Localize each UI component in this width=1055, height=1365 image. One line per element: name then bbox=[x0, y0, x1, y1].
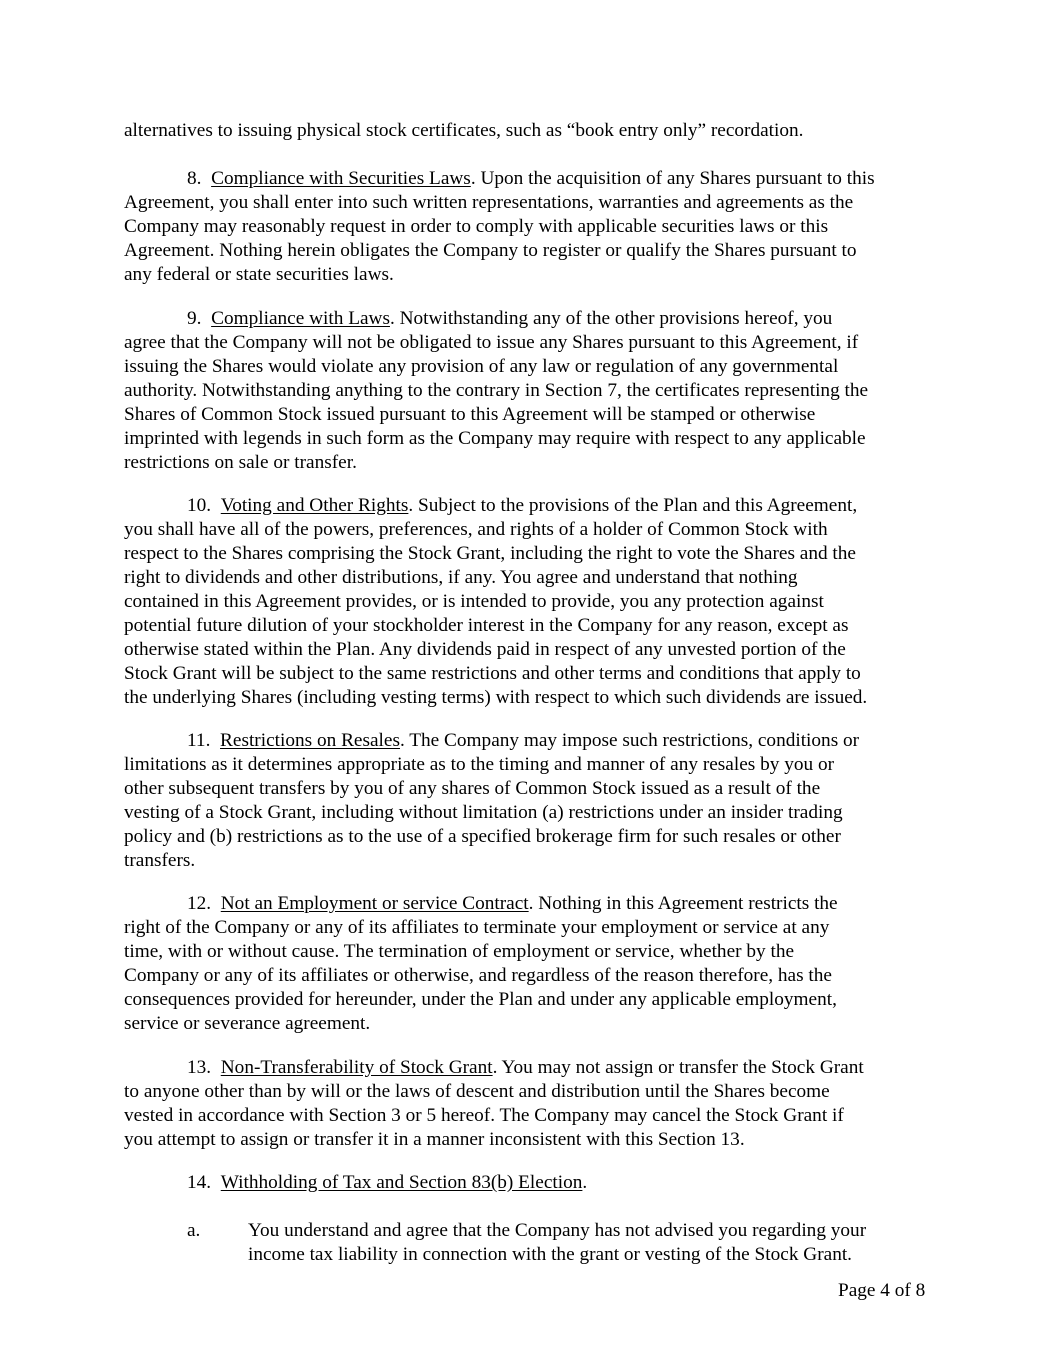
section-first-line bbox=[124, 729, 944, 753]
text-line: Shares of Common Stock issued pursuant to this Agreement will be stamped or otherwise bbox=[124, 404, 816, 425]
text-line: income tax liability in connection with the grant or vesting of the Stock Grant. bbox=[248, 1244, 853, 1265]
section-10 bbox=[124, 494, 944, 710]
text-line: vesting of a Stock Grant, including without limitation (a) restrictions under an insider trading bbox=[124, 802, 843, 823]
text-line: right of the Company or any of its affiliates to terminate your employment or service at any bbox=[124, 917, 830, 938]
text-line: consequences provided for hereunder, under the Plan and under any applicable employment, bbox=[124, 989, 837, 1010]
text-line: restrictions on sale or transfer. bbox=[124, 452, 357, 473]
section-number: 9. bbox=[187, 308, 202, 329]
section-heading: Non-Transferability of Stock Grant bbox=[220, 1057, 493, 1078]
section-first-line bbox=[124, 307, 944, 331]
section-first-line bbox=[124, 494, 944, 518]
section-first-line-text: . Notwithstanding any of the other provisions hereof, you bbox=[389, 308, 833, 329]
text-line: you attempt to assign or transfer it in a manner inconsistent with this Section 13. bbox=[124, 1129, 745, 1150]
text-line: to anyone other than by will or the laws of descent and distribution until the Shares become bbox=[124, 1081, 830, 1102]
text-line: service or severance agreement. bbox=[124, 1013, 371, 1034]
text-line: agree that the Company will not be obligated to issue any Shares pursuant to this Agreement, if bbox=[124, 332, 859, 353]
section-first-line-text: . bbox=[582, 1172, 588, 1193]
text-line: time, with or without cause. The termination of employment or service, whether by the bbox=[124, 941, 795, 962]
text-line: you shall have all of the powers, preferences, and rights of a holder of Common Stock with bbox=[124, 519, 828, 540]
text-line: alternatives to issuing physical stock certificates, such as “book entry only” recordation. bbox=[124, 120, 804, 141]
text-line: vested in accordance with Section 3 or 5 hereof. The Company may cancel the Stock Grant if bbox=[124, 1105, 844, 1126]
section-12 bbox=[124, 892, 944, 1036]
subitem-text bbox=[248, 1219, 948, 1267]
section-heading: Restrictions on Resales bbox=[220, 730, 400, 751]
text-line: any federal or state securities laws. bbox=[124, 264, 394, 285]
section-number: 8. bbox=[187, 168, 202, 189]
text-line: policy and (b) restrictions as to the use of a specified brokerage firm for such resales or other bbox=[124, 826, 841, 847]
section-number: 13. bbox=[187, 1057, 212, 1078]
section-first-line-text: . Nothing in this Agreement restricts the bbox=[528, 893, 838, 914]
text-line: Agreement, you shall enter into such written representations, warranties and agreements as the bbox=[124, 192, 854, 213]
section-11 bbox=[124, 729, 944, 873]
section-8 bbox=[124, 167, 944, 287]
section-first-line-text: . You may not assign or transfer the Stock Grant bbox=[492, 1057, 864, 1078]
text-line: limitations as it determines appropriate as to the timing and manner of any resales by you or bbox=[124, 754, 835, 775]
section-first-line-text: . Upon the acquisition of any Shares pursuant to this bbox=[470, 168, 875, 189]
text-line: potential future dilution of your stockholder interest in the Company for any reason, except as bbox=[124, 615, 849, 636]
section-heading: Withholding of Tax and Section 83(b) Election bbox=[220, 1172, 583, 1193]
text-line: Company may reasonably request in order to comply with applicable securities laws or this bbox=[124, 216, 829, 237]
text-line: issuing the Shares would violate any provision of any law or regulation of any governmental bbox=[124, 356, 839, 377]
section-first-line bbox=[124, 1056, 944, 1080]
section-heading: Voting and Other Rights bbox=[220, 495, 409, 516]
section-number: 14. bbox=[187, 1172, 212, 1193]
text-line: imprinted with legends in such form as the Company may require with respect to any applicable bbox=[124, 428, 866, 449]
section-number: 11. bbox=[187, 730, 211, 751]
intro-paragraph bbox=[124, 119, 944, 143]
text-line: Company or any of its affiliates or otherwise, and regardless of the reason therefore, has the bbox=[124, 965, 832, 986]
section-heading: Compliance with Laws bbox=[211, 308, 390, 329]
text-line: right to dividends and other distributions, if any. You agree and understand that nothing bbox=[124, 567, 798, 588]
section-13 bbox=[124, 1056, 944, 1152]
text-line: the underlying Shares (including vesting terms) with respect to which such dividends are issued. bbox=[124, 687, 868, 708]
section-first-line bbox=[124, 1171, 944, 1195]
section-first-line bbox=[124, 892, 944, 916]
text-line: authority. Notwithstanding anything to the contrary in Section 7, the certificates representing the bbox=[124, 380, 869, 401]
section-heading: Compliance with Securities Laws bbox=[211, 168, 471, 189]
section-number: 12. bbox=[187, 893, 212, 914]
section-9 bbox=[124, 307, 944, 475]
text-line: Stock Grant will be subject to the same restrictions and other terms and conditions that apply to bbox=[124, 663, 861, 684]
text-line: You understand and agree that the Company has not advised you regarding your bbox=[248, 1220, 867, 1241]
subitem-label: a. bbox=[187, 1220, 201, 1241]
section-first-line-text: . The Company may impose such restrictions, conditions or bbox=[399, 730, 860, 751]
text-line: transfers. bbox=[124, 850, 196, 871]
section-first-line-text: . Subject to the provisions of the Plan and this Agreement, bbox=[408, 495, 858, 516]
section-heading: Not an Employment or service Contract bbox=[220, 893, 529, 914]
text-line: contained in this Agreement provides, or is intended to provide, you any protection against bbox=[124, 591, 824, 612]
section-number: 10. bbox=[187, 495, 212, 516]
section-first-line bbox=[124, 167, 944, 191]
text-line: respect to the Shares comprising the Stock Grant, including the right to vote the Shares and the bbox=[124, 543, 856, 564]
text-line: otherwise stated within the Plan. Any dividends paid in respect of any unvested portion of the bbox=[124, 639, 846, 660]
section-14 bbox=[124, 1171, 944, 1195]
text-line: other subsequent transfers by you of any shares of Common Stock issued as a result of the bbox=[124, 778, 821, 799]
page-number: Page 4 of 8 bbox=[838, 1280, 926, 1301]
text-line: Agreement. Nothing herein obligates the Company to register or qualify the Shares pursuant to bbox=[124, 240, 857, 261]
